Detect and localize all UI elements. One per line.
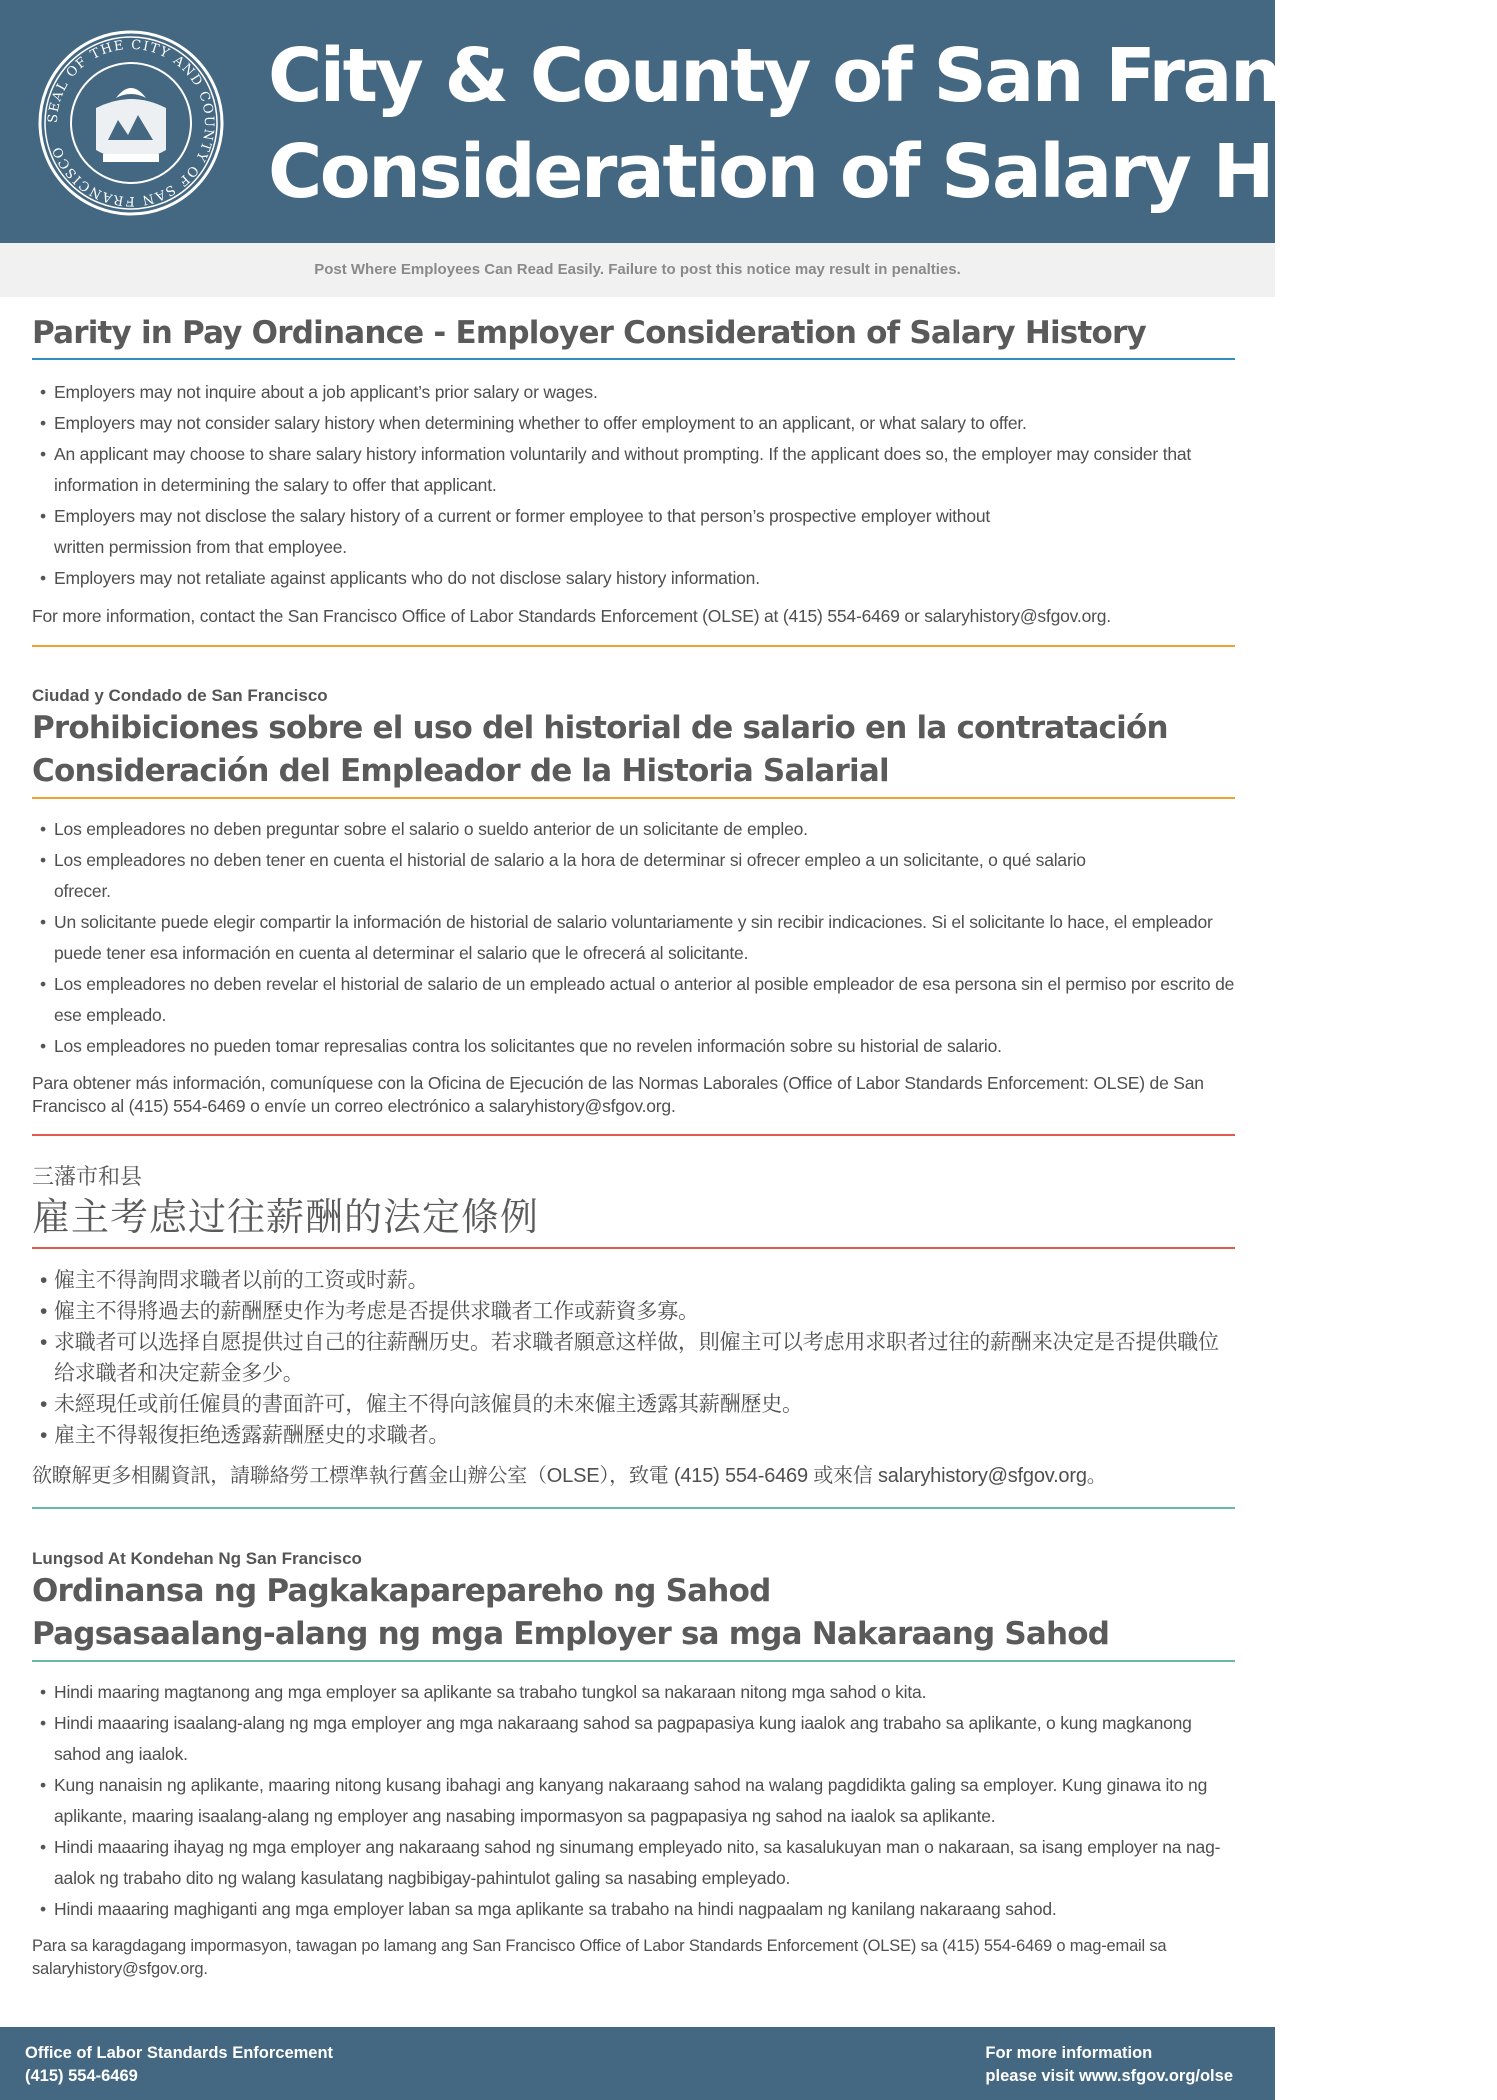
- spanish-kicker: Ciudad y Condado de San Francisco: [32, 686, 328, 705]
- page-title: [268, 28, 1497, 220]
- filipino-kicker: Lungsod At Kondehan Ng San Francisco: [32, 1549, 362, 1568]
- list-item: • Los empleadores no deben preguntar sobre el salario o sueldo anterior de un solicitante de empleo.: [32, 814, 1235, 845]
- filipino-divider: [32, 1660, 1235, 1662]
- list-item: • 雇主不得報復拒绝透露薪酬歷史的求職者。: [32, 1420, 1235, 1451]
- list-item: • 未經現任或前任僱員的書面許可，僱主不得向該僱員的未來僱主透露其薪酬歷史。: [32, 1389, 1235, 1420]
- filipino-heading-line-1: Ordinansa ng Pagkakaparepareho ng Sahod: [32, 1573, 771, 1609]
- city-seal-icon: [38, 30, 224, 216]
- header-banner: [0, 0, 1497, 243]
- filipino-bullet-list: [32, 1677, 1235, 1925]
- chinese-heading: 雇主考虑过往薪酬的法定條例: [32, 1195, 540, 1239]
- list-item: • Hindi maaaring maghiganti ang mga employer laban sa mga aplikante sa trabaho na hindi nagpaalam ng kanilang nakaraang sahod.: [32, 1894, 1235, 1925]
- title-line-1: City & County of San Francisco: [268, 33, 1476, 119]
- spanish-top-divider: [32, 645, 1235, 647]
- english-heading: Parity in Pay Ordinance - Employer Consideration of Salary History: [32, 315, 1146, 351]
- chinese-kicker: 三藩市和县: [32, 1164, 143, 1189]
- chinese-divider: [32, 1247, 1235, 1249]
- footer-info-block: [985, 2042, 1233, 2088]
- chinese-bullet-list: [32, 1265, 1235, 1451]
- spanish-section: [32, 685, 1235, 1136]
- list-item: • Kung nanaisin ng aplikante, maaring nitong kusang ibahagi ang kanyang nakaraang sahod na walang pagdidikta galing sa employer. Kung ginawa ito ng aplikante, maaring isaalang-alang ng employer ang nasabing impormasyon sa pagpapasiya ng sahod na iaalok sa aplikante.: [32, 1770, 1235, 1832]
- filipino-contact-info: Para sa karagdagang impormasyon, tawagan po lamang ang San Francisco Office of Labor Standards Enforcement (OLSE) sa (415) 554-6469 o mag-email sa salaryhistory@sfgov.org.: [32, 1937, 1167, 1978]
- spanish-contact-info: Para obtener más información, comuníquese con la Oficina de Ejecución de las Normas Laborales (Office of Labor Standards Enforcement: OLSE) de San Francisco al (415) 554-6469 o envíe un correo electrónico a salaryhistory@sfgov.org.: [32, 1073, 1204, 1116]
- spanish-heading-line-2: Consideración del Empleador de la Historia Salarial: [32, 753, 889, 789]
- chinese-section: [32, 1163, 1235, 1509]
- list-item: • Employers may not consider salary history when determining whether to offer employment to an applicant, or what salary to offer.: [32, 408, 1235, 439]
- filipino-heading-line-2: Pagsasaalang-alang ng mga Employer sa mga Nakaraang Sahod: [32, 1616, 1110, 1652]
- list-item: • Hindi maaaring isaalang-alang ng mga employer ang mga nakaraang sahod sa pagpapasiya kung iaalok ang trabaho sa aplikante, o kung magkanong sahod ang iaalok.: [32, 1708, 1235, 1770]
- filipino-section: [32, 1548, 1235, 1981]
- footer-website-link[interactable]: please visit www.sfgov.org/olse: [985, 2067, 1233, 2085]
- list-item: • Hindi maaring magtanong ang mga employer sa aplikante sa trabaho tungkol sa nakaraan nitong mga sahod o kita.: [32, 1677, 1235, 1708]
- footer-banner: [0, 2027, 1275, 2100]
- english-contact-info: For more information, contact the San Francisco Office of Labor Standards Enforcement (OLSE) at (415) 554-6469 or salaryhistory@sfgov.org.: [32, 606, 1111, 626]
- english-section: [32, 312, 1235, 647]
- seal-text: SEAL OF THE CITY AND COUNTY OF SAN FRANCISCO: [45, 37, 217, 209]
- list-item: • Hindi maaaring ihayag ng mga employer ang nakaraang sahod ng sinumang empleyado nito, sa kasalukuyan man o nakaraan, sa isang employer na nag-aalok ng trabaho dito ng walang kasulatang nagbibigay-pahintulot galing sa nasabing empleyado.: [32, 1832, 1235, 1894]
- list-item: • 求職者可以选择自愿提供过自己的往薪酬历史。若求職者願意这样做，則僱主可以考虑用求职者过往的薪酬来决定是否提供職位给求職者和决定薪金多少。: [32, 1327, 1235, 1389]
- chinese-top-divider: [32, 1134, 1235, 1136]
- list-item: • Los empleadores no deben revelar el historial de salario de un empleado actual o anterior al posible empleador de esa persona sin el permiso por escrito de ese empleado.: [32, 969, 1235, 1031]
- chinese-contact-info: 欲瞭解更多相關資訊，請聯絡勞工標準執行舊金山辦公室（OLSE），致電 (415) 554-6469 或來信 salaryhistory@sfgov.org。: [32, 1465, 1107, 1487]
- list-item: • 僱主不得將過去的薪酬歷史作为考虑是否提供求職者工作或薪資多寡。: [32, 1296, 1235, 1327]
- list-item: • Los empleadores no pueden tomar represalias contra los solicitantes que no revelen información sobre su historial de salario.: [32, 1031, 1235, 1062]
- list-item: • Los empleadores no deben tener en cuenta el historial de salario a la hora de determinar si ofrecer empleo a un solicitante, o qué salario ofrecer.: [32, 845, 1235, 907]
- list-item: • Employers may not retaliate against applicants who do not disclose salary history information.: [32, 563, 1235, 594]
- list-item: • Employers may not inquire about a job applicant’s prior salary or wages.: [32, 377, 1235, 408]
- footer-office-block: [25, 2042, 333, 2088]
- english-bullet-list: [32, 377, 1235, 594]
- footer-more-info: For more information: [985, 2044, 1153, 2062]
- filipino-top-divider: [32, 1507, 1235, 1509]
- list-item: • Employers may not disclose the salary history of a current or former employee to that person’s prospective employer without written permission from that employee.: [32, 501, 1235, 563]
- list-item: • 僱主不得詢問求職者以前的工资或时薪。: [32, 1265, 1235, 1296]
- list-item: • An applicant may choose to share salary history information voluntarily and without prompting. If the applicant does so, the employer may consider that information in determining the salary to offer that applicant.: [32, 439, 1235, 501]
- spanish-bullet-list: [32, 814, 1235, 1062]
- english-divider: [32, 358, 1235, 360]
- footer-office-name: Office of Labor Standards Enforcement: [25, 2044, 334, 2062]
- post-notice: Post Where Employees Can Read Easily. Failure to post this notice may result in penalties.: [0, 243, 1275, 297]
- title-line-2: Consideration of Salary History: [268, 129, 1497, 215]
- spanish-divider: [32, 797, 1235, 799]
- spanish-heading-line-1: Prohibiciones sobre el uso del historial de salario en la contratación: [32, 710, 1168, 746]
- list-item: • Un solicitante puede elegir compartir la información de historial de salario voluntariamente y sin recibir indicaciones. Si el solicitante lo hace, el empleador puede tener esa información en cuenta al determinar el salario que le ofrecerá al solicitante.: [32, 907, 1235, 969]
- footer-phone: (415) 554-6469: [25, 2067, 138, 2085]
